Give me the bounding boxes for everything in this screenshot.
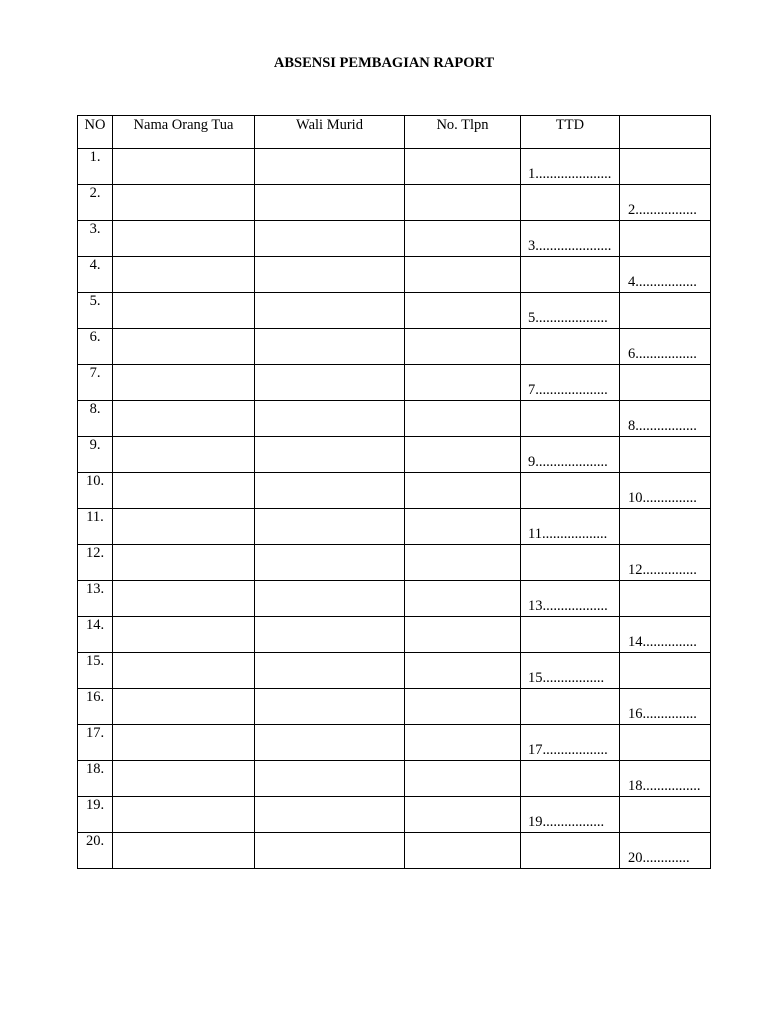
- table-row: [78, 689, 711, 725]
- signature-cell-left[interactable]: [521, 797, 620, 833]
- phone-cell[interactable]: [405, 689, 521, 725]
- phone-cell[interactable]: [405, 797, 521, 833]
- row-number: 18.: [78, 761, 113, 797]
- guardian-cell[interactable]: [255, 761, 405, 797]
- signature-cell-left[interactable]: [521, 509, 620, 545]
- signature-line: 2.................: [628, 202, 697, 218]
- attendance-table: [77, 115, 711, 869]
- row-number: 6.: [78, 329, 113, 365]
- phone-cell[interactable]: [405, 329, 521, 365]
- guardian-cell[interactable]: [255, 329, 405, 365]
- guardian-cell[interactable]: [255, 221, 405, 257]
- phone-cell[interactable]: [405, 149, 521, 185]
- parent-name-cell[interactable]: [113, 689, 255, 725]
- signature-cell-right[interactable]: [620, 653, 711, 689]
- signature-line: 8.................: [628, 418, 697, 434]
- guardian-cell[interactable]: [255, 293, 405, 329]
- signature-cell-right[interactable]: [620, 761, 711, 797]
- signature-cell-left[interactable]: [521, 401, 620, 437]
- guardian-cell[interactable]: [255, 797, 405, 833]
- row-number: 17.: [78, 725, 113, 761]
- parent-name-cell[interactable]: [113, 221, 255, 257]
- signature-cell-right[interactable]: [620, 185, 711, 221]
- phone-cell[interactable]: [405, 653, 521, 689]
- column-header-signature-extra: [620, 116, 711, 149]
- guardian-cell[interactable]: [255, 473, 405, 509]
- signature-cell-left[interactable]: [521, 689, 620, 725]
- phone-cell[interactable]: [405, 365, 521, 401]
- signature-line: 18................: [628, 778, 701, 794]
- phone-cell[interactable]: [405, 185, 521, 221]
- parent-name-cell[interactable]: [113, 257, 255, 293]
- phone-cell[interactable]: [405, 257, 521, 293]
- guardian-cell[interactable]: [255, 149, 405, 185]
- signature-line: 11..................: [528, 526, 608, 542]
- signature-line: 19.................: [528, 814, 605, 830]
- signature-cell-left[interactable]: [521, 221, 620, 257]
- row-number: 14.: [78, 617, 113, 653]
- signature-cell-left[interactable]: [521, 581, 620, 617]
- row-number: 19.: [78, 797, 113, 833]
- signature-cell-right[interactable]: [620, 833, 711, 869]
- guardian-cell[interactable]: [255, 725, 405, 761]
- signature-cell-left[interactable]: [521, 185, 620, 221]
- table-row: [78, 617, 711, 653]
- signature-line: 7....................: [528, 382, 608, 398]
- guardian-cell[interactable]: [255, 365, 405, 401]
- guardian-cell[interactable]: [255, 401, 405, 437]
- guardian-cell[interactable]: [255, 581, 405, 617]
- table-row: [78, 257, 711, 293]
- column-header-parent-name: Nama Orang Tua: [113, 116, 255, 149]
- page-title: ABSENSI PEMBAGIAN RAPORT: [273, 55, 495, 71]
- row-number: 16.: [78, 689, 113, 725]
- signature-line: 20.............: [628, 850, 690, 866]
- row-number: 8.: [78, 401, 113, 437]
- column-header-guardian: Wali Murid: [255, 116, 405, 149]
- signature-line: 1.....................: [528, 166, 612, 182]
- table-row: [78, 833, 711, 869]
- guardian-cell[interactable]: [255, 509, 405, 545]
- guardian-cell[interactable]: [255, 437, 405, 473]
- row-number: 2.: [78, 185, 113, 221]
- table-row: [78, 401, 711, 437]
- signature-cell-right[interactable]: [620, 437, 711, 473]
- signature-cell-right[interactable]: [620, 617, 711, 653]
- phone-cell[interactable]: [405, 437, 521, 473]
- table-row: [78, 221, 711, 257]
- table-row: [78, 185, 711, 221]
- signature-cell-right[interactable]: [620, 329, 711, 365]
- phone-cell[interactable]: [405, 293, 521, 329]
- signature-line: 16...............: [628, 706, 697, 722]
- phone-cell[interactable]: [405, 581, 521, 617]
- signature-cell-left[interactable]: [521, 293, 620, 329]
- phone-cell[interactable]: [405, 221, 521, 257]
- parent-name-cell[interactable]: [113, 617, 255, 653]
- guardian-cell[interactable]: [255, 617, 405, 653]
- signature-cell-right[interactable]: [620, 293, 711, 329]
- signature-cell-left[interactable]: [521, 257, 620, 293]
- parent-name-cell[interactable]: [113, 473, 255, 509]
- table-row: [78, 761, 711, 797]
- column-header-signature: TTD: [521, 116, 620, 149]
- signature-cell-right[interactable]: [620, 257, 711, 293]
- signature-cell-left[interactable]: [521, 617, 620, 653]
- signature-line: 12...............: [628, 562, 697, 578]
- signature-line: 5....................: [528, 310, 608, 326]
- row-number: 1.: [78, 149, 113, 185]
- signature-cell-right[interactable]: [620, 581, 711, 617]
- parent-name-cell[interactable]: [113, 149, 255, 185]
- table-row: [78, 149, 711, 185]
- signature-cell-right[interactable]: [620, 545, 711, 581]
- signature-cell-right[interactable]: [620, 365, 711, 401]
- phone-cell[interactable]: [405, 833, 521, 869]
- guardian-cell[interactable]: [255, 689, 405, 725]
- parent-name-cell[interactable]: [113, 329, 255, 365]
- table-row: [78, 473, 711, 509]
- table-row: [78, 365, 711, 401]
- signature-cell-right[interactable]: [620, 149, 711, 185]
- parent-name-cell[interactable]: [113, 833, 255, 869]
- row-number: 20.: [78, 833, 113, 869]
- guardian-cell[interactable]: [255, 185, 405, 221]
- signature-line: 9....................: [528, 454, 608, 470]
- phone-cell[interactable]: [405, 545, 521, 581]
- parent-name-cell[interactable]: [113, 293, 255, 329]
- guardian-cell[interactable]: [255, 833, 405, 869]
- row-number: 11.: [78, 509, 113, 545]
- parent-name-cell[interactable]: [113, 185, 255, 221]
- parent-name-cell[interactable]: [113, 437, 255, 473]
- guardian-cell[interactable]: [255, 257, 405, 293]
- phone-cell[interactable]: [405, 473, 521, 509]
- signature-cell-right[interactable]: [620, 509, 711, 545]
- table-row: [78, 329, 711, 365]
- row-number: 9.: [78, 437, 113, 473]
- phone-cell[interactable]: [405, 401, 521, 437]
- signature-cell-left[interactable]: [521, 545, 620, 581]
- signature-cell-right[interactable]: [620, 797, 711, 833]
- row-number: 4.: [78, 257, 113, 293]
- row-number: 12.: [78, 545, 113, 581]
- row-number: 13.: [78, 581, 113, 617]
- table-row: [78, 509, 711, 545]
- guardian-cell[interactable]: [255, 653, 405, 689]
- signature-line: 4.................: [628, 274, 697, 290]
- column-header-phone: No. Tlpn: [405, 116, 521, 149]
- table-row: [78, 797, 711, 833]
- row-number: 7.: [78, 365, 113, 401]
- phone-cell[interactable]: [405, 617, 521, 653]
- header-row: [78, 116, 711, 149]
- row-number: 15.: [78, 653, 113, 689]
- column-header-no: NO: [78, 116, 113, 149]
- table-body: [78, 149, 711, 869]
- phone-cell[interactable]: [405, 509, 521, 545]
- signature-line: 15.................: [528, 670, 605, 686]
- table-row: [78, 545, 711, 581]
- signature-cell-left[interactable]: [521, 833, 620, 869]
- row-number: 10.: [78, 473, 113, 509]
- signature-line: 13..................: [528, 598, 608, 614]
- signature-line: 6.................: [628, 346, 697, 362]
- signature-cell-right[interactable]: [620, 221, 711, 257]
- table-row: [78, 437, 711, 473]
- parent-name-cell[interactable]: [113, 725, 255, 761]
- parent-name-cell[interactable]: [113, 653, 255, 689]
- parent-name-cell[interactable]: [113, 401, 255, 437]
- signature-cell-left[interactable]: [521, 761, 620, 797]
- table-row: [78, 293, 711, 329]
- signature-cell-right[interactable]: [620, 689, 711, 725]
- signature-line: 3.....................: [528, 238, 612, 254]
- parent-name-cell[interactable]: [113, 581, 255, 617]
- signature-cell-left[interactable]: [521, 653, 620, 689]
- signature-cell-left[interactable]: [521, 149, 620, 185]
- phone-cell[interactable]: [405, 761, 521, 797]
- phone-cell[interactable]: [405, 725, 521, 761]
- table-row: [78, 653, 711, 689]
- signature-cell-right[interactable]: [620, 473, 711, 509]
- signature-cell-right[interactable]: [620, 725, 711, 761]
- signature-line: 17..................: [528, 742, 608, 758]
- signature-line: 10...............: [628, 490, 697, 506]
- signature-line: 14...............: [628, 634, 697, 650]
- parent-name-cell[interactable]: [113, 545, 255, 581]
- signature-cell-right[interactable]: [620, 401, 711, 437]
- signature-cell-left[interactable]: [521, 329, 620, 365]
- signature-cell-left[interactable]: [521, 437, 620, 473]
- signature-cell-left[interactable]: [521, 725, 620, 761]
- parent-name-cell[interactable]: [113, 797, 255, 833]
- row-number: 5.: [78, 293, 113, 329]
- row-number: 3.: [78, 221, 113, 257]
- parent-name-cell[interactable]: [113, 365, 255, 401]
- table-row: [78, 725, 711, 761]
- parent-name-cell[interactable]: [113, 509, 255, 545]
- table-row: [78, 581, 711, 617]
- parent-name-cell[interactable]: [113, 761, 255, 797]
- signature-cell-left[interactable]: [521, 365, 620, 401]
- signature-cell-left[interactable]: [521, 473, 620, 509]
- guardian-cell[interactable]: [255, 545, 405, 581]
